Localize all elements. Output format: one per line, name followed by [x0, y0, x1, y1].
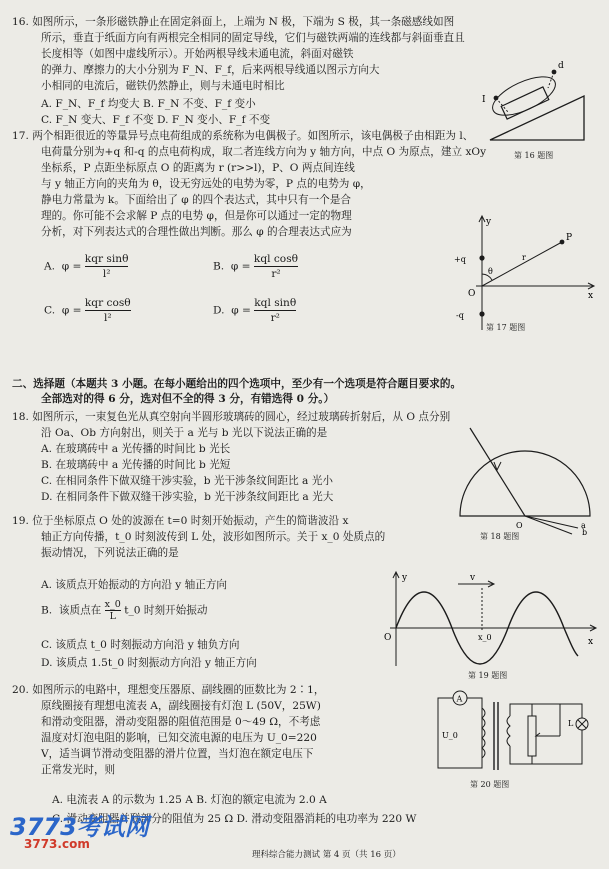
fig16-label-i: I: [482, 95, 486, 105]
text-line: 和滑动变阻器，滑动变阻器的阻值范围是 0～49 Ω，不考虑: [41, 716, 321, 728]
text-line: V，适当调节滑动变阻器的滑片位置，当灯泡在额定电压下: [41, 748, 314, 760]
watermark-brand: 3773考试网: [10, 813, 149, 841]
text-line: A. F_N、F_f 均变大 B. F_N 不变、F_f 变小: [41, 98, 256, 110]
text-line: 电荷量分别为+q 和-q 的点电荷构成，取二者连线方向为 y 轴方向，中点 O 为原点，建立 xOy: [41, 146, 487, 158]
watermark-url: 3773.com: [24, 837, 90, 851]
text-line: A. 电流表 A 的示数为 1.25 A B. 灯泡的额定电流为 2.0 A: [52, 794, 327, 806]
fig17-label-r: r: [522, 253, 526, 262]
text-line: 正常发光时，则: [41, 764, 116, 776]
fig20-label-a: A: [456, 694, 463, 704]
text-line: 原线圈接有理想电流表 A，副线圈接有灯泡 L (50V，25W): [41, 700, 321, 712]
text-line: C. 在相同条件下做双缝干涉实验，b 光干涉条纹间距比 a 光小: [41, 475, 333, 487]
text-line: 与 y 轴正方向的夹角为 θ，设无穷远处的电势为零，P 点的电势为 φ，: [41, 178, 371, 190]
charge-positive: [479, 255, 484, 260]
fig17-label-x: x: [588, 291, 594, 301]
text-line: 小相同的电流后，磁铁仍然静止，则与未通电时相比: [41, 80, 285, 92]
secondary-loop: [510, 704, 582, 764]
text-line: C. 该质点 t_0 时刻振动方向沿 y 轴负方向: [41, 639, 240, 651]
text-line: 二、选择题（本题共 3 小题。在每小题给出的四个选项中，至少有一个选项是符合题目要求的。: [12, 378, 462, 390]
fig17-label-y: y: [486, 217, 492, 227]
text-line: 19. 位于坐标原点 O 处的波源在 t=0 时刻开始振动，产生的简谐波沿 x: [12, 515, 349, 527]
q19-b-denominator: L: [109, 611, 116, 622]
fig19-caption: 第 19 题图: [468, 671, 508, 680]
q19-option-b: B. 该质点在 $\frac{x\_0}{L}$ t_0 时刻开始振动: [41, 599, 208, 622]
fig17-caption: 第 17 题图: [486, 323, 526, 332]
text-line: 振动情况，下列说法正确的是: [41, 547, 179, 559]
radius-r: [482, 242, 562, 286]
q17-option-b: B. φ = kql cosθ r²: [213, 253, 299, 280]
fig17-label-o: O: [468, 289, 476, 299]
fig18-label-b: b: [582, 528, 588, 536]
rheostat: [528, 716, 536, 756]
text-line: 长度相等（如图中虚线所示）。开始两根导线未通电流，斜面对磁铁: [41, 48, 354, 60]
incline: [490, 96, 584, 140]
text-line: 全部选对的得 6 分，选对但不全的得 3 分，有错选得 0 分。）: [41, 393, 335, 405]
q17-option-b-numerator: kql cosθ: [253, 253, 299, 265]
q17-option-a-denominator: l²: [102, 268, 111, 280]
fig19-label-v: v: [470, 573, 476, 583]
incident-ray: [470, 428, 525, 516]
q19-b-numerator: x_0: [104, 599, 121, 610]
text-line: D. 在相同条件下做双缝干涉实验，b 光干涉条纹间距比 a 光大: [41, 491, 334, 503]
fig18-label-a: a: [581, 521, 586, 530]
q17-option-b-denominator: r²: [271, 268, 281, 280]
q17-option-c-denominator: l²: [103, 312, 112, 324]
text-line: 的弹力、摩擦力的大小分别为 F_N、F_f，后来两根导线通以图示方向大: [41, 64, 380, 76]
text-line: 理的。你可能不会求解 P 点的电势 φ，但是你可以通过一定的物理: [41, 210, 352, 222]
fig20-label-l: L: [568, 719, 574, 728]
text-line: C. F_N 变大、F_f 不变 D. F_N 变小、F_f 不变: [41, 114, 271, 126]
text-line: 轴正方向传播，t_0 时刻波传到 L 处，波形如图所示。关于 x_0 处质点的: [41, 531, 386, 543]
text-line: A. 在玻璃砖中 a 光传播的时间比 b 光长: [41, 443, 231, 455]
fig20-label-u0: U_0: [442, 731, 458, 740]
figure-20: [428, 688, 600, 778]
charge-negative: [479, 311, 484, 316]
fig18-label-o: O: [516, 521, 523, 530]
secondary-coil: [507, 716, 510, 746]
point-p: [560, 240, 565, 245]
fig17-label-theta: θ: [488, 267, 493, 276]
q17-option-d-denominator: r²: [270, 312, 280, 324]
fig17-label-p: P: [566, 233, 573, 243]
fig16-label-d: d: [558, 61, 564, 71]
figure-17: [448, 212, 598, 332]
text-line: 分析，对下列表达式的合理性做出判断。那么 φ 的合理表达式应为: [41, 226, 352, 238]
q17-option-d-numerator: kql sinθ: [254, 297, 297, 309]
fig19-label-o: O: [384, 633, 392, 643]
q17-option-c: C. φ = kqr cosθ l²: [44, 297, 131, 324]
rheostat-slider: [536, 733, 544, 736]
q17-option-d: D. φ = kql sinθ r²: [213, 297, 297, 324]
fig20-caption: 第 20 题图: [470, 780, 510, 789]
figure-18: [450, 418, 600, 536]
text-line: 20. 如图所示的电路中，理想变压器原、副线圈的匝数比为 2∶1，: [12, 684, 325, 696]
fig19-label-x0: x_0: [478, 633, 492, 642]
q17-option-c-numerator: kqr cosθ: [84, 297, 131, 309]
text-line: 16. 如图所示，一条形磁铁静止在固定斜面上，上端为 N 极，下端为 S 极，其一条磁感线如图: [12, 16, 455, 28]
text-line: 所示，垂直于纸面方向有两根完全相同的固定导线，它们与磁铁两端的连线都与斜面垂直且: [41, 32, 465, 44]
q17-option-a: A. φ = kqr sinθ l²: [44, 253, 129, 280]
fig18-caption: 第 18 题图: [480, 532, 520, 541]
text-line: 静电力常量为 k。下面给出了 φ 的四个表达式，其中只有一个是合: [41, 194, 351, 206]
fig17-label-minus-q: -q: [456, 311, 464, 320]
text-line: D. 该质点 1.5t_0 时刻振动方向沿 y 轴正方向: [41, 657, 257, 669]
figure-16: [472, 58, 590, 148]
fig19-label-x: x: [588, 637, 594, 647]
figure-19: [382, 568, 600, 668]
text-line: B. 在玻璃砖中 a 光传播的时间比 b 光短: [41, 459, 231, 471]
text-line: 17. 两个相距很近的等量异号点电荷组成的系统称为电偶极子。如图所示，该电偶极子由相距为 l、: [12, 130, 474, 142]
fig17-label-plus-q: +q: [454, 255, 466, 264]
page-footer: 理科综合能力测试 第 4 页（共 16 页）: [252, 850, 401, 860]
text-line: 坐标系，P 点距坐标原点 O 的距离为 r (r>>l)，P、O 两点间连线: [41, 162, 355, 174]
text-line: 18. 如图所示，一束复色光从真空射向半圆形玻璃砖的圆心，经过玻璃砖折射后，从 O 点分别: [12, 411, 451, 423]
fig16-caption: 第 16 题图: [514, 151, 554, 160]
magnet: [501, 87, 549, 119]
fig19-label-y: y: [402, 573, 408, 583]
text-line: C. 滑动变阻器并联部分的阻值为 25 Ω D. 滑动变阻器消耗的电功率为 220 W: [52, 813, 417, 825]
q17-option-a-numerator: kqr sinθ: [84, 253, 129, 265]
text-line: 温度对灯泡电阻的影响，已知交流电源的电压为 U_0=220: [41, 732, 317, 744]
text-line: A. 该质点开始振动的方向沿 y 轴正方向: [41, 579, 228, 591]
semicircle-glass: [460, 451, 590, 516]
text-line: 沿 Oa、Ob 方向射出，则关于 a 光与 b 光以下说法正确的是: [41, 427, 328, 439]
